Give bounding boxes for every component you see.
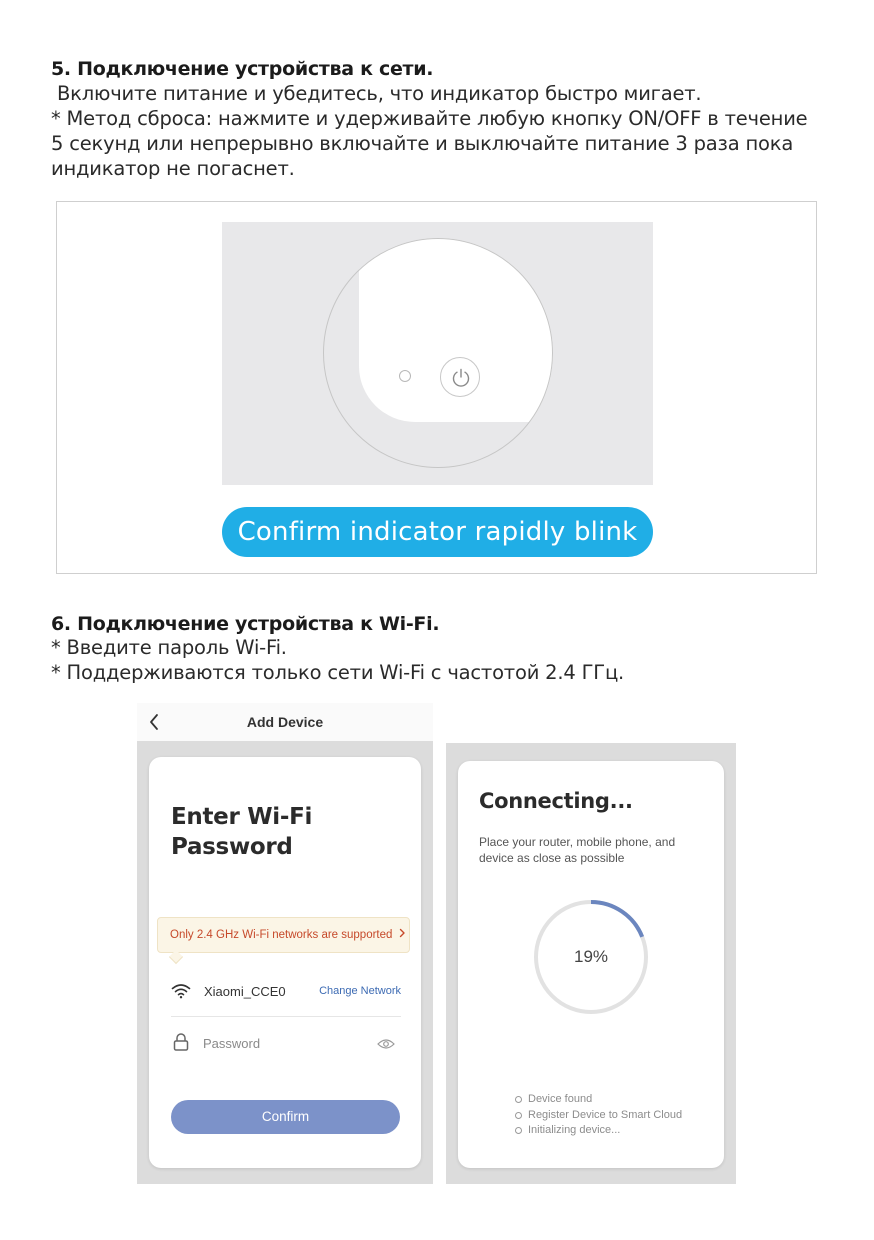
text-line: Включите питание и убедитесь, что индикатор быстро мигает. <box>51 82 702 105</box>
connecting-card <box>458 761 724 1168</box>
list-item: Register Device to Smart Cloud <box>515 1108 682 1124</box>
change-network-link[interactable]: Change Network <box>319 985 401 997</box>
section-5-text <box>51 81 807 181</box>
enter-wifi-screen <box>137 703 433 1184</box>
device-outline <box>323 238 553 468</box>
password-placeholder: Password <box>203 1036 261 1051</box>
enter-wifi-heading <box>171 802 312 862</box>
progress-ring <box>533 899 649 1015</box>
section-5-heading: 5. Подключение устройства к сети. <box>51 58 434 80</box>
power-icon <box>440 357 480 397</box>
eye-icon[interactable] <box>377 1037 395 1055</box>
text-line: * Метод сброса: нажмите и удерживайте любую кнопку ON/OFF в течение <box>51 107 808 130</box>
section-6-text <box>51 635 624 685</box>
page-title: Add Device <box>246 714 324 730</box>
heading-line: Enter Wi-Fi <box>171 804 313 830</box>
confirm-button[interactable]: Confirm <box>171 1100 400 1134</box>
wifi-network-row <box>171 981 401 1003</box>
led-indicator-dot <box>399 370 411 382</box>
list-item: Device found <box>515 1092 682 1108</box>
connection-steps <box>515 1092 682 1139</box>
connecting-title: Connecting... <box>479 789 633 813</box>
progress-percent: 19% <box>573 947 609 966</box>
text-line: индикатор не погаснет. <box>51 157 295 180</box>
wifi-card <box>149 757 421 1168</box>
divider <box>171 1016 401 1017</box>
heading-line: Password <box>171 834 293 860</box>
tooltip-text: Only 2.4 GHz Wi-Fi networks are supported <box>170 929 393 942</box>
lock-icon <box>173 1032 189 1057</box>
section-6-heading: 6. Подключение устройства к Wi-Fi. <box>51 613 440 635</box>
device-illustration-frame <box>56 201 817 574</box>
confirm-blink-banner: Confirm indicator rapidly blink <box>222 507 653 557</box>
connecting-description: Place your router, mobile phone, and device as close as possible <box>479 835 676 865</box>
wifi-icon <box>171 983 191 1004</box>
text-line: 5 секунд или непрерывно включайте и выключайте питание 3 раза пока <box>51 132 794 155</box>
device-illustration <box>222 222 653 485</box>
app-topbar <box>137 703 433 741</box>
frequency-tooltip[interactable] <box>157 917 410 953</box>
text-line: * Введите пароль Wi-Fi. <box>51 636 287 659</box>
network-name: Xiaomi_CCE0 <box>204 984 286 999</box>
list-item: Initializing device... <box>515 1123 682 1139</box>
text-line: * Поддерживаются только сети Wi-Fi с частотой 2.4 ГГц. <box>51 661 625 684</box>
connecting-screen <box>446 743 736 1184</box>
password-field[interactable] <box>171 1031 401 1055</box>
chevron-right-icon <box>399 918 406 952</box>
